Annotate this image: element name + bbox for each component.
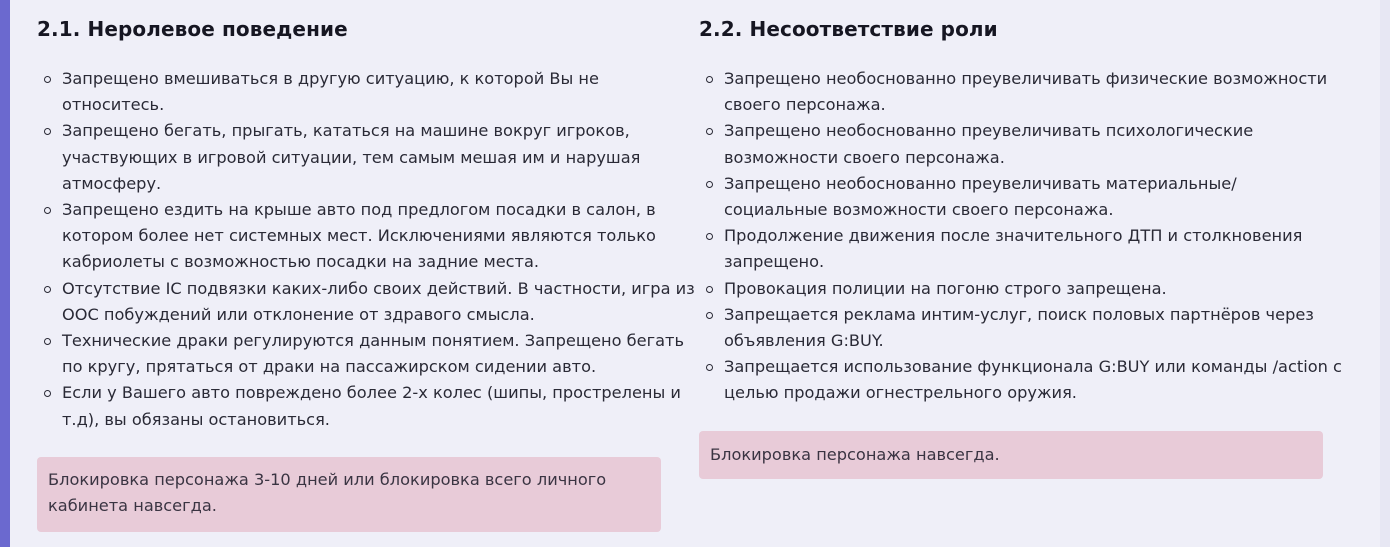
list-item: Отсутствие IC подвязки каких-либо своих действий. В частности, игра из OOC побуждений или отклонение от здравого смысла.: [37, 276, 687, 328]
section-non-rp-behavior: [37, 14, 695, 433]
rules-list: [699, 66, 1349, 407]
penalty-note: Блокировка персонажа 3-10 дней или блокировка всего личного кабинета навсегда.: [37, 457, 661, 532]
rules-list: [37, 66, 695, 433]
list-item: Запрещено необоснованно преувеличивать материальные/ социальные возможности своего персонажа.: [699, 171, 1349, 223]
list-item: Провокация полиции на погоню строго запрещена.: [699, 276, 1349, 302]
list-item: Запрещено бегать, прыгать, кататься на машине вокруг игроков, участвующих в игровой ситуации, тем самым мешая им и нарушая атмосферу.: [37, 118, 687, 197]
list-item: Запрещается реклама интим-услуг, поиск половых партнёров через объявления G:BUY.: [699, 302, 1349, 354]
section-title: 2.1. Неролевое поведение: [37, 17, 348, 41]
page-edge: [1380, 0, 1390, 547]
section-title: 2.2. Несоответствие роли: [699, 17, 998, 41]
accent-bar: [0, 0, 10, 547]
list-item: Если у Вашего авто повреждено более 2-х колес (шипы, прострелены и т.д), вы обязаны остановиться.: [37, 380, 687, 432]
penalty-note: Блокировка персонажа навсегда.: [699, 431, 1323, 479]
list-item: Запрещается использование функционала G:BUY или команды /action с целью продажи огнестрельного оружия.: [699, 354, 1349, 406]
list-item: Продолжение движения после значительного ДТП и столкновения запрещено.: [699, 223, 1349, 275]
list-item: Запрещено необоснованно преувеличивать физические возможности своего персонажа.: [699, 66, 1349, 118]
section-role-mismatch: [699, 14, 1349, 407]
list-item: Запрещено вмешиваться в другую ситуацию, к которой Вы не относитесь.: [37, 66, 687, 118]
list-item: Технические драки регулируются данным понятием. Запрещено бегать по кругу, прятаться от драки на пассажирском сидении авто.: [37, 328, 687, 380]
list-item: Запрещено ездить на крыше авто под предлогом посадки в салон, в котором более нет системных мест. Исключениями являются только кабриолеты с возможностью посадки на задние места.: [37, 197, 687, 276]
list-item: Запрещено необоснованно преувеличивать психологические возможности своего персонажа.: [699, 118, 1349, 170]
